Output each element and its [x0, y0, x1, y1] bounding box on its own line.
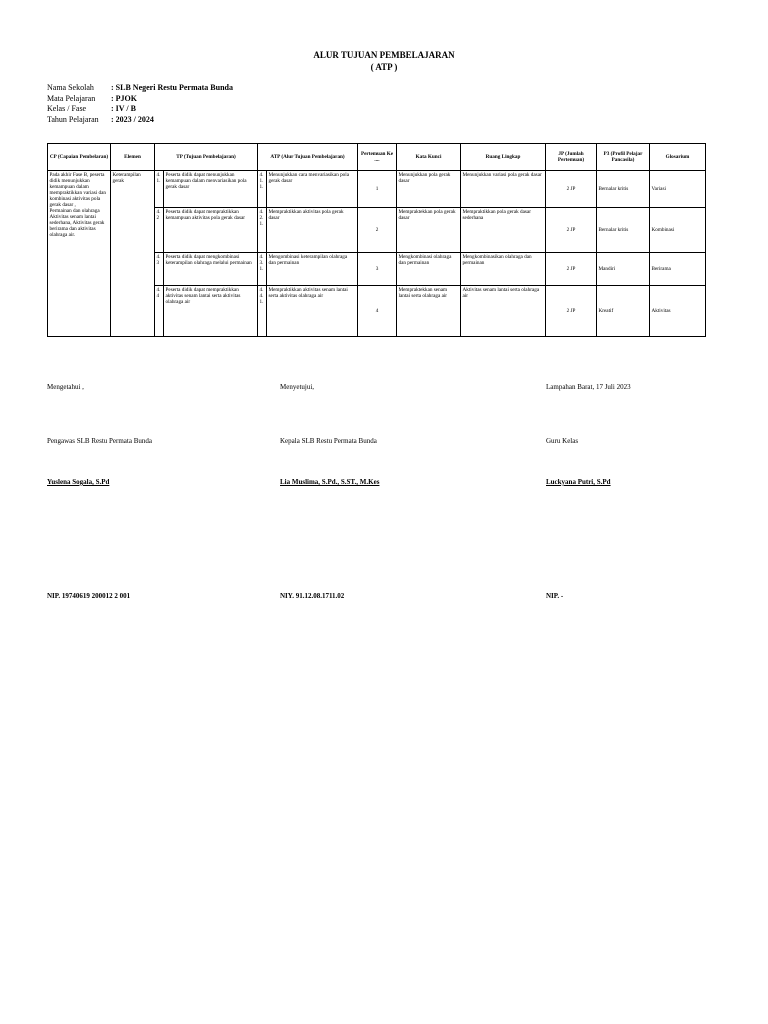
header-cell: P3 (Profil Pelajar Pancasila) — [597, 144, 650, 171]
glosarium-cell: Kombinasi — [650, 208, 706, 253]
atp-number: 4.4.1. — [258, 286, 267, 337]
school-info — [47, 83, 233, 125]
header-cell: TP (Tujuan Pembelajaran) — [155, 144, 258, 171]
kata-kunci-cell: Menunjukkan pola gerak dasar — [397, 171, 461, 208]
cp-cell: Pada akhir Fase B, peserta didik menunjukkan kemampuan dalam mempraktikkan variasi dan kombinasi aktivitas pola gerak dasar , Permainan dan olahraga Aktivitas senam lantai sederhana, Aktivitas gerak berirama dan aktivitas olahraga air. — [48, 171, 111, 337]
atp-cell: Mempraktikkan aktivitas pola gerak dasar — [267, 208, 358, 253]
glosarium-cell: Variasi — [650, 171, 706, 208]
atp-cell: Mengombinasi keterampilan olahraga dan permainan — [267, 253, 358, 286]
header-cell: CP (Capaian Pembelaran) — [48, 144, 111, 171]
atp-table — [47, 143, 706, 337]
atp-number: 4.3.1. — [258, 253, 267, 286]
kata-kunci-cell: Mengkombinasi olahraga dan permainan — [397, 253, 461, 286]
sig-right-nip: NIP. - — [546, 592, 564, 600]
sig-right-name: Luckyana Putri, S.Pd — [546, 478, 611, 486]
elemen-cell: Keterampilan gerak — [111, 171, 155, 337]
sig-left-nip: NIP. 19740619 200012 2 001 — [47, 592, 131, 600]
sig-left-role: Pengawas SLB Restu Permata Bunda — [47, 437, 152, 445]
info-value: : PJOK — [111, 93, 137, 103]
pertemuan-cell: 4 — [358, 286, 397, 337]
pertemuan-cell: 2 — [358, 208, 397, 253]
kata-kunci-cell: Mempraktekkan senam lantai serta olahraga air — [397, 286, 461, 337]
atp-number: 4.2.1. — [258, 208, 267, 253]
document-title: ALUR TUJUAN PEMBELAJARAN — [313, 50, 455, 60]
sig-left-heading: Mengetahui , — [47, 383, 84, 391]
sig-middle-role: Kepala SLB Restu Permata Bunda — [280, 437, 377, 445]
sig-middle-nip: NIY. 91.12.08.1711.02 — [280, 592, 345, 600]
header-cell: Elemen — [111, 144, 155, 171]
ruang-lingkup-cell: Menunjukkan variasi pola gerak dasar — [461, 171, 546, 208]
info-value: : 2023 / 2024 — [111, 114, 154, 124]
p3-cell: Bernalar kritis — [597, 208, 650, 253]
jp-cell: 2 JP — [546, 286, 597, 337]
table-header-row — [48, 144, 706, 171]
pertemuan-cell: 1 — [358, 171, 397, 208]
document-subtitle: ( ATP ) — [370, 62, 398, 72]
tp-cell: Peserta didik dapat mengkombinasi keterampilan olahraga melalui permainan — [164, 253, 258, 286]
jp-cell: 2 JP — [546, 171, 597, 208]
glosarium-cell: Berirama — [650, 253, 706, 286]
tp-cell: Peserta didik dapat mempraktikkan aktivitas senam lantai serta aktivitas olahraga air — [164, 286, 258, 337]
info-label: Kelas / Fase — [47, 104, 87, 114]
sig-middle-heading: Menyetujui, — [280, 383, 315, 391]
ruang-lingkup-cell: Mempraktikkan pola gerak dasar sederhana — [461, 208, 546, 253]
info-label: Nama Sekolah — [47, 83, 94, 92]
p3-cell: Bernalar kritis — [597, 171, 650, 208]
sig-right-role: Guru Kelas — [546, 437, 579, 445]
header-cell: Kata Kunci — [397, 144, 461, 171]
info-row-class — [47, 104, 233, 115]
tp-number: 4.3 — [155, 253, 164, 286]
table-row — [48, 171, 706, 208]
header-cell: Ruang Lingkap — [461, 144, 546, 171]
p3-cell: Mandiri — [597, 253, 650, 286]
info-row-year — [47, 115, 233, 126]
sig-right-heading: Lampahan Barat, 17 Juli 2023 — [546, 383, 631, 391]
ruang-lingkup-cell: Aktivitas senam lantai serta olahraga air — [461, 286, 546, 337]
tp-cell: Peserta didik dapat mempraktikkan kemampuan aktivitas pola gerak dasar — [164, 208, 258, 253]
info-value: : SLB Negeri Restu Permata Bunda — [111, 83, 233, 92]
ruang-lingkup-cell: Mengkombinasikan olahraga dan permainan — [461, 253, 546, 286]
header-cell: Pertemuan Ke .... — [358, 144, 397, 171]
sig-left-name: Yuslena Sogala, S.Pd — [47, 478, 110, 486]
header-cell: Glosarium — [650, 144, 706, 171]
info-label: Tahun Pelajaran — [47, 114, 99, 124]
header-cell: ATP (Alur Tujuan Pembelajaran) — [258, 144, 358, 171]
p3-cell: Kreatif — [597, 286, 650, 337]
info-row-subject — [47, 94, 233, 105]
pertemuan-cell: 3 — [358, 253, 397, 286]
info-value: : IV / B — [111, 104, 136, 114]
jp-cell: 2 JP — [546, 208, 597, 253]
tp-number: 4.2 — [155, 208, 164, 253]
tp-number: 4.1. — [155, 171, 164, 208]
info-row-school — [47, 83, 233, 94]
info-label: Mata Pelajaran — [47, 93, 96, 103]
atp-cell: Mempraktikkan aktivitas senam lantai serta aktivitas olahraga air — [267, 286, 358, 337]
sig-middle-name: Lia Muslima, S.Pd., S.ST., M.Kes — [280, 478, 380, 486]
jp-cell: 2 JP — [546, 253, 597, 286]
header-cell: JP (Jumlah Pertemuan) — [546, 144, 597, 171]
kata-kunci-cell: Mempraktekkan pola gerak dasar — [397, 208, 461, 253]
atp-number: 4.1.1. — [258, 171, 267, 208]
tp-number: 4.4 — [155, 286, 164, 337]
tp-cell: Peserta didik dapat menunjukkan kemampuan dalam menvariasikan pola gerak dasar — [164, 171, 258, 208]
glosarium-cell: Aktivitas — [650, 286, 706, 337]
atp-cell: Menunjukkan cara menvariasikan pola gerak dasar — [267, 171, 358, 208]
